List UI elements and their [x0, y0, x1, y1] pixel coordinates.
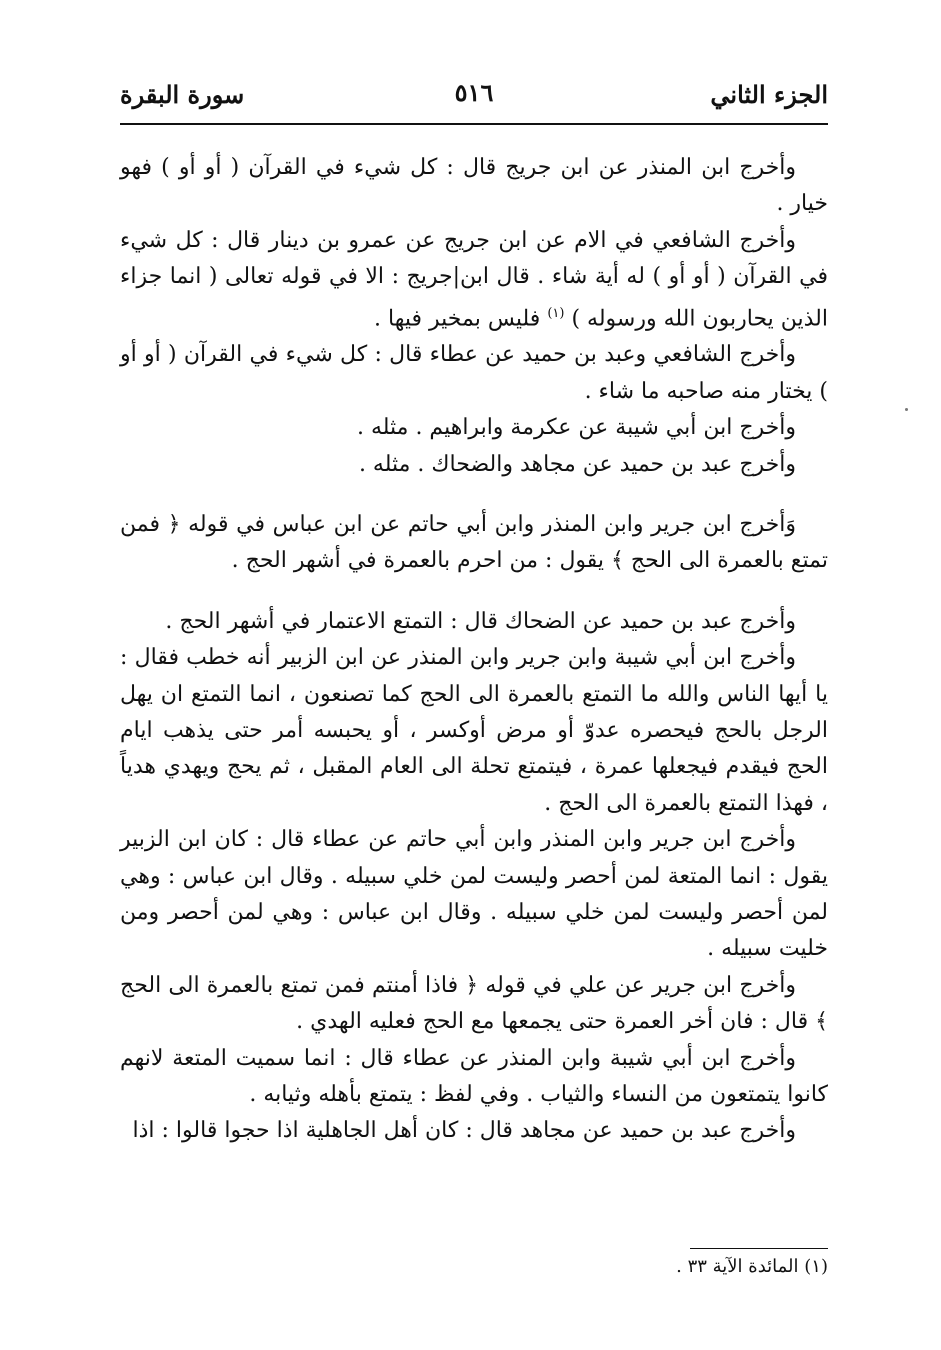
paragraph-5: وأخرج عبد بن حميد عن مجاهد والضحاك . مثله . — [358, 451, 796, 477]
paragraph-2 — [120, 223, 828, 338]
paragraph-3: وأخرج الشافعي وعبد بن حميد عن عطاء قال : كل شيء في القرآن ( أو أو ) يختار منه صاحبه ما شاء . — [120, 342, 828, 404]
paragraph-11: وأخرج ابن أبي شيبة وابن المنذر عن عطاء قال : انما سميت المتعة لانهم كانوا يتمتعون من النساء والثياب . وفي لفظ : يتمتع بأهله وثيابه . — [120, 1045, 828, 1108]
section-gap — [120, 483, 828, 507]
footnote: (١) المائدة الآية ٣٣ . — [676, 1256, 828, 1277]
paragraph-7: وأخرج عبد بن حميد عن الضحاك قال : التمتع الاعتمار في أشهر الحج . — [165, 608, 796, 634]
paragraph-2-text: وأخرج الشافعي في الام عن ابن جريج عن عمرو بن دينار قال : كل شيء في القرآن ( أو أو ) له أية شاء . قال ابن|جريج : الا في قوله تعالى ( انما جزاء الذين يحاربون الله ورسوله ) — [120, 227, 828, 331]
page-number: ٥١٦ — [454, 78, 494, 107]
surah-title: سورة البقرة — [120, 80, 245, 109]
paragraph-1: وأخرج ابن المنذر عن ابن جريج قال : كل شيء في القرآن ( أو أو ) فهو خيار . — [120, 155, 828, 217]
paragraph-8: وأخرج ابن أبي شيبة وابن جرير وابن المنذر عن ابن الزبير أنه خطب فقال : يا أيها الناس والله ما التمتع بالعمرة الى الحج كما تصنعون ، انما التمتع ان يهل الرجل بالحج فيحصره عدوّ أو مرض أوكسر ، أو يحبسه أمر حتى يذهب ايام الحج فيقدم فيجعلها عمرة ، فيتمتع تحلة الى العام المقبل ، ثم يحج ويهدي هدياً ، فهذا التمتع بالعمرة الى الحج . — [120, 645, 828, 816]
scan-speck — [905, 408, 908, 411]
section-gap — [120, 580, 828, 604]
paragraph-6: وَأخرج ابن جرير وابن المنذر وابن أبي حاتم عن ابن عباس في قوله ﴿ فمن تمتع بالعمرة الى الحج ﴾ يقول : من احرم بالعمرة في أشهر الحج . — [120, 511, 828, 574]
paragraph-4: وأخرج ابن أبي شيبة عن عكرمة وابراهيم . مثله . — [356, 415, 796, 441]
header-rule — [120, 123, 828, 125]
paragraph-2-tail: فليس بمخير فيها . — [374, 305, 541, 331]
paragraph-10: وأخرج ابن جرير عن علي في قوله ﴿ فاذا أمنتم فمن تمتع بالعمرة الى الحج ﴾ قال : فان أخر العمرة حتى يجمعها مع الحج فعليه الهدي . — [120, 972, 828, 1035]
part-title: الجزء الثاني — [710, 80, 828, 109]
paragraph-12: وأخرج عبد بن حميد عن مجاهد قال : كان أهل الجاهلية اذا حجوا قالوا : اذا — [132, 1118, 796, 1144]
footnote-ref: (١) — [547, 305, 565, 321]
page-header — [120, 72, 828, 112]
paragraph-9: وأخرج ابن جرير وابن المنذر وابن أبي حاتم عن عطاء قال : كان ابن الزبير يقول : انما المتعة لمن أحصر وليست لمن خلي سبيله . وقال ابن عباس : وهي لمن أحصر وليست لمن خلي سبيله . وقال ابن عباس : وهي لمن أحصر ومن خليت سبيله . — [120, 827, 828, 962]
body-text — [120, 150, 828, 1150]
footnote-rule — [690, 1248, 828, 1249]
